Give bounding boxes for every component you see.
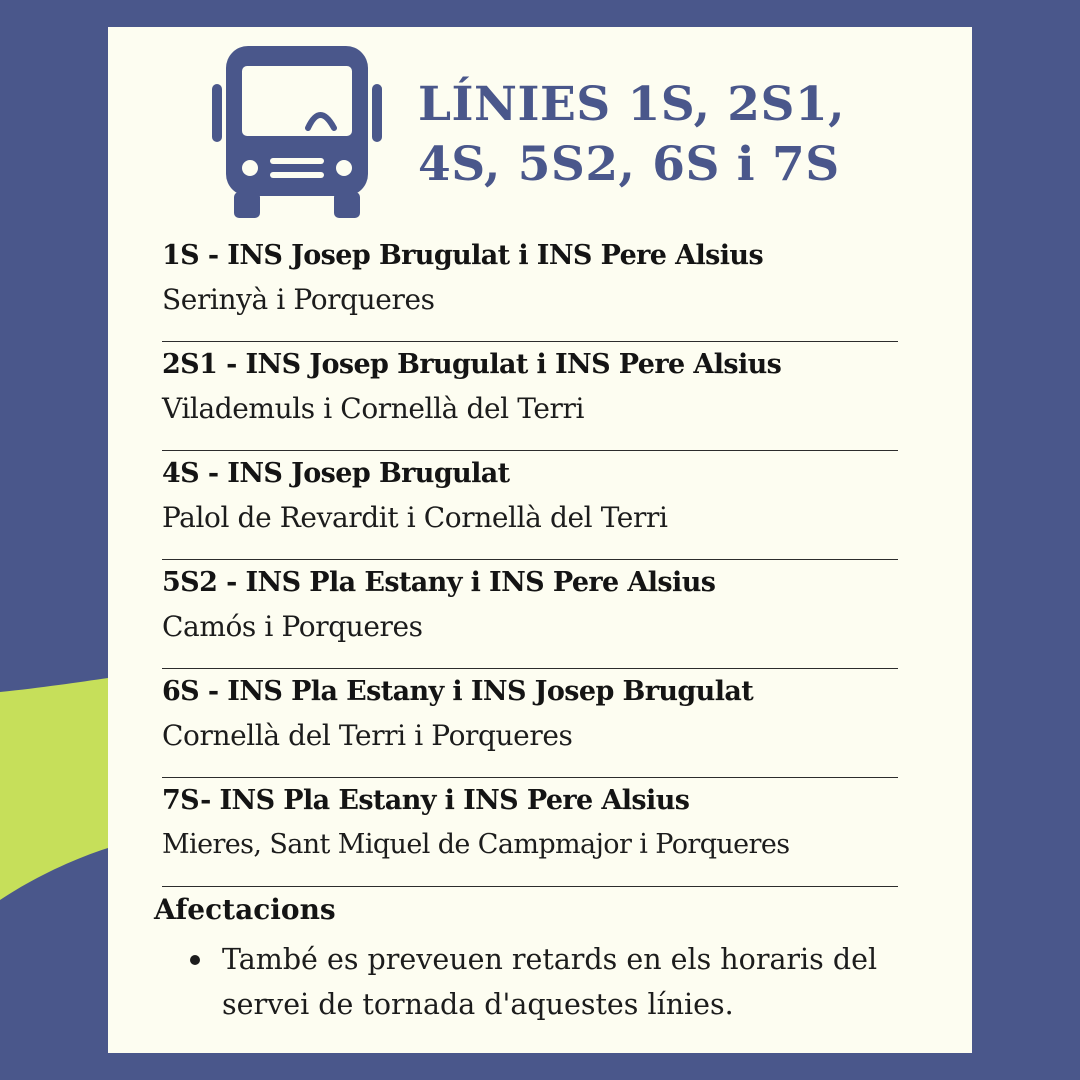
route-heading: 1S - INS Josep Brugulat i INS Pere Alsius <box>162 240 764 271</box>
affectacio-text: També es preveuen retards en els horaris del servei de tornada d'aquestes línies. <box>222 943 878 1021</box>
route-towns: Mieres, Sant Miquel de Campmajor i Porqueres <box>162 829 790 860</box>
route-towns: Camós i Porqueres <box>162 610 423 643</box>
route-item-5s2 <box>162 560 898 669</box>
route-heading: 2S1 - INS Josep Brugulat i INS Pere Alsius <box>162 349 782 380</box>
route-heading: 4S - INS Josep Brugulat <box>162 458 510 489</box>
route-item-4s <box>162 451 898 560</box>
route-towns: Serinyà i Porqueres <box>162 283 435 316</box>
route-heading: 7S- INS Pla Estany i INS Pere Alsius <box>162 785 690 816</box>
list-item <box>190 937 910 1027</box>
bullet-icon <box>190 955 200 965</box>
route-towns: Cornellà del Terri i Porqueres <box>162 719 573 752</box>
title-line-2: 4S, 5S2, 6S i 7S <box>418 137 840 192</box>
route-item-2s1 <box>162 342 898 451</box>
route-item-1s <box>162 233 898 342</box>
affectacions-heading: Afectacions <box>154 893 336 926</box>
route-heading: 5S2 - INS Pla Estany i INS Pere Alsius <box>162 567 716 598</box>
route-item-7s <box>162 778 898 887</box>
route-towns: Palol de Revardit i Cornellà del Terri <box>162 501 668 534</box>
route-item-6s <box>162 669 898 778</box>
affectacions-list <box>190 937 910 1027</box>
info-card <box>108 27 972 1053</box>
route-list <box>162 233 898 887</box>
bus-icon <box>212 44 382 222</box>
title-line-1: LÍNIES 1S, 2S1, <box>418 77 846 132</box>
route-towns: Vilademuls i Cornellà del Terri <box>162 392 585 425</box>
page-title <box>418 75 845 195</box>
route-heading: 6S - INS Pla Estany i INS Josep Brugulat <box>162 676 754 707</box>
